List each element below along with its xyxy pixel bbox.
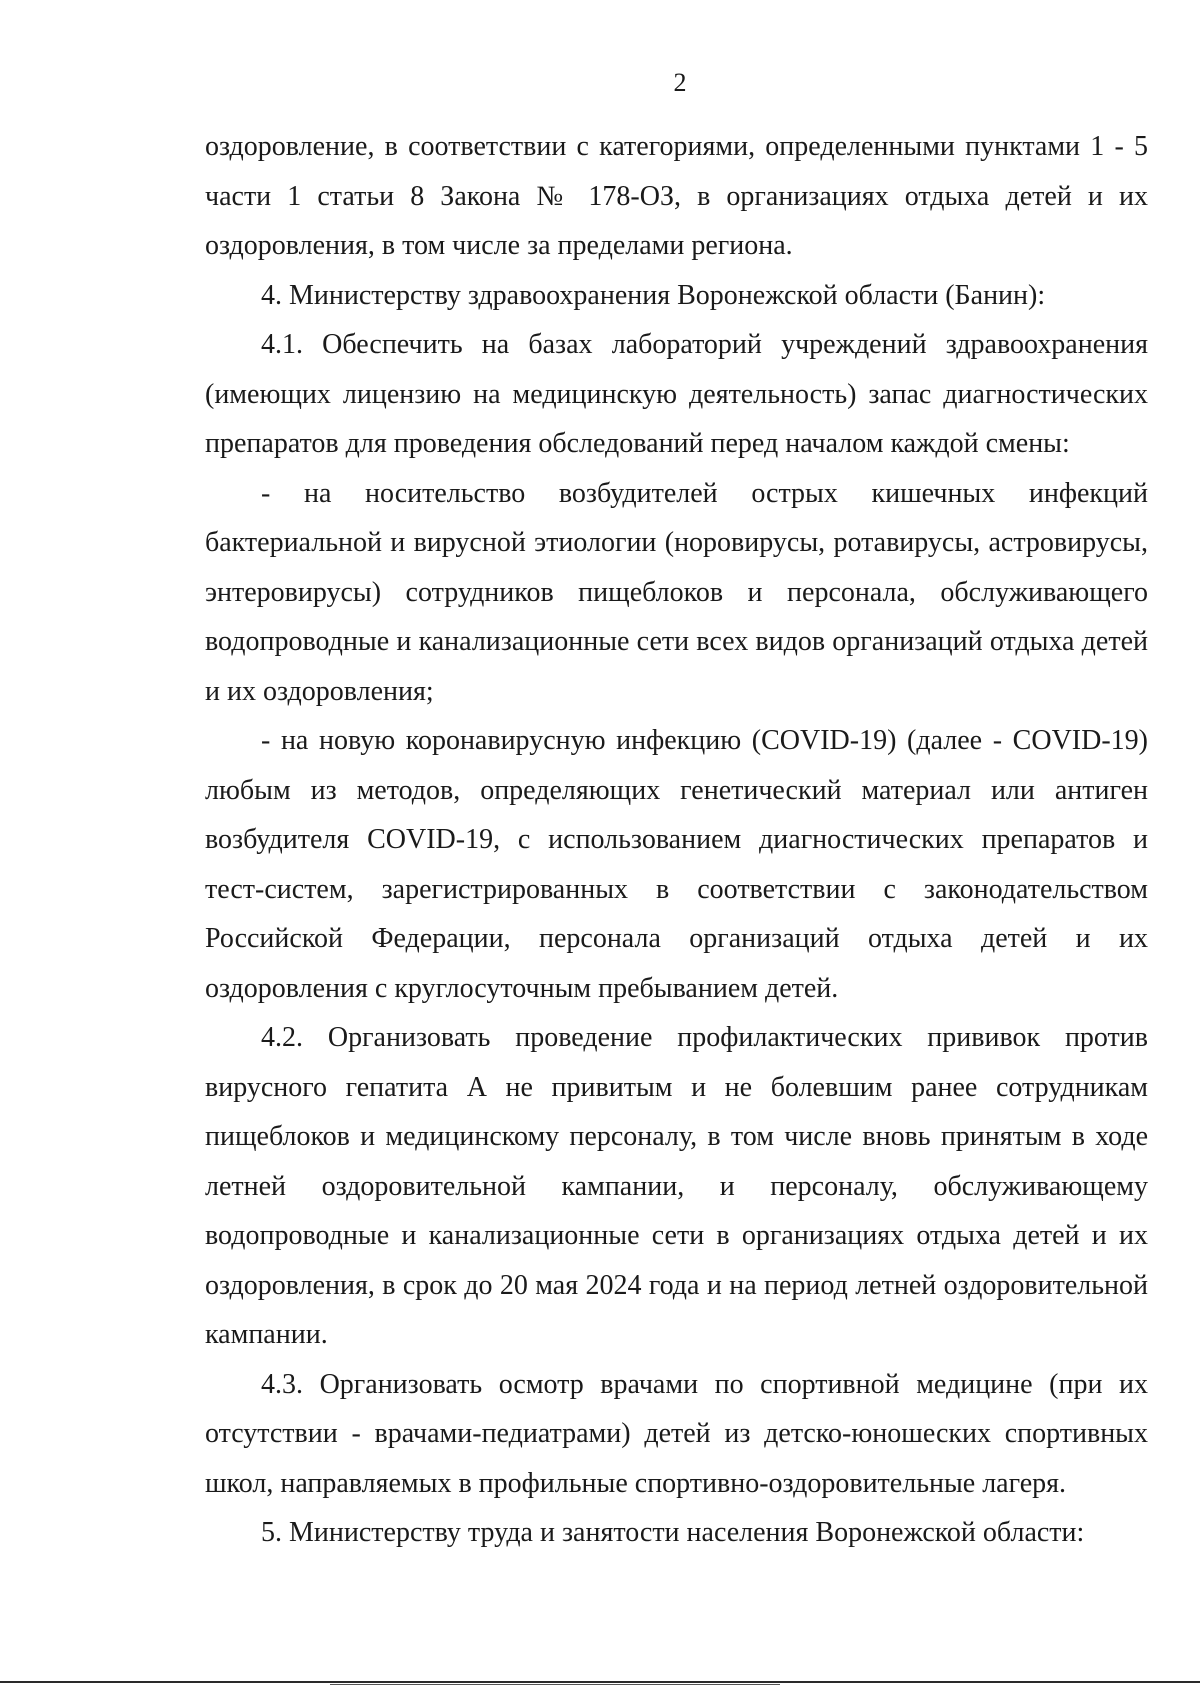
paragraph-item-4-1: 4.1. Обеспечить на базах лабораторий учреждений здравоохранения (имеющих лицензию на медицинскую деятельность) запас диагностических препаратов для проведения обследований перед началом каждой смены:: [205, 329, 1148, 459]
paragraph-subitem-intestinal-infections: - на носительство возбудителей острых кишечных инфекций бактериальной и вирусной этиологии (норовирусы, ротавирусы, астровирусы, энтеровирусы) сотрудников пищеблоков и персонала, обслуживающего водопроводные и канализационные сети всех видов организаций отдыха детей и их оздоровления;: [205, 477, 1148, 707]
paragraph-continuation: оздоровление, в соответствии с категориями, определенными пунктами 1 - 5 части 1 статьи 8 Закона № 178-ОЗ, в организациях отдыха детей и их оздоровления, в том числе за пределами региона.: [205, 131, 1148, 261]
paragraph-item-5: 5. Министерству труда и занятости населения Воронежской области:: [261, 1517, 1085, 1548]
paragraph-item-4: 4. Министерству здравоохранения Воронежской области (Банин):: [261, 279, 1046, 311]
page-number: 2: [673, 68, 687, 97]
scan-bottom-edge-line-secondary: [330, 1684, 780, 1685]
document-body: [205, 122, 1148, 1558]
scan-bottom-edge-line: [0, 1681, 1200, 1683]
paragraph-item-4-2: 4.2. Организовать проведение профилактических прививок против вирусного гепатита А не привитым и не болевшим ранее сотрудникам пищеблоков и медицинскому персоналу, в том числе вновь принятым в ходе летней оздоровительной кампании, и персоналу, обслуживающему водопроводные и канализационные сети в организациях отдыха детей и их оздоровления, в срок до 20 мая 2024 года и на период летней оздоровительной кампании.: [205, 1022, 1148, 1350]
paragraph-subitem-covid-19: - на новую коронавирусную инфекцию (COVID-19) (далее - COVID-19) любым из методов, определяющих генетический материал или антиген возбудителя COVID-19, с использованием диагностических препаратов и тест-систем, зарегистрированных в соответствии с законодательством Российской Федерации, персонала организаций отдыха детей и их оздоровления с круглосуточным пребыванием детей.: [205, 725, 1148, 1004]
paragraph-item-4-3: 4.3. Организовать осмотр врачами по спортивной медицине (при их отсутствии - врачами-педиатрами) детей из детско-юношеских спортивных школ, направляемых в профильные спортивно-оздоровительные лагеря.: [205, 1368, 1148, 1499]
